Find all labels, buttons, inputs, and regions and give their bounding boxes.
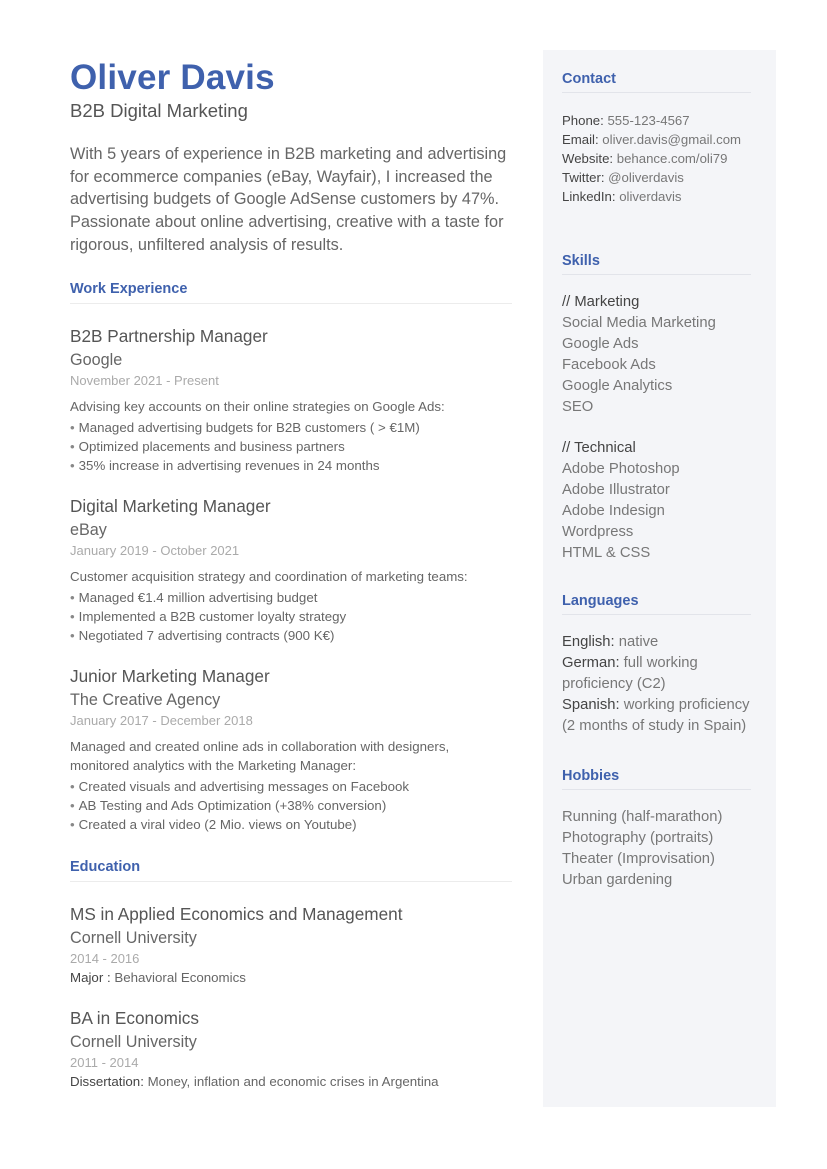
contact-twitter	[562, 168, 757, 187]
sidebar	[543, 50, 776, 1107]
job-company: eBay	[70, 520, 107, 539]
job-entry	[70, 665, 512, 834]
skills-list	[562, 292, 757, 564]
job-title: Digital Marketing Manager	[70, 495, 271, 516]
contact-value: oliverdavis	[615, 189, 682, 204]
job-bullet: • Optimized placements and business partners	[70, 437, 512, 456]
section-title-skills: Skills	[562, 252, 751, 275]
job-dates: January 2017 - December 2018	[70, 712, 253, 728]
contact-value: @oliverdavis	[604, 170, 684, 185]
contact-label: Website:	[562, 151, 614, 166]
job-bullet: • Negotiated 7 advertising contracts (900 K€)	[70, 626, 512, 645]
job-bullets	[70, 588, 512, 645]
language-label: Spanish:	[562, 697, 620, 713]
education-detail-label: Dissertation:	[70, 1073, 144, 1089]
contact-email	[562, 130, 757, 149]
contact-label: Email:	[562, 132, 599, 147]
hobbies-list	[562, 807, 757, 891]
language-item	[562, 653, 757, 695]
job-dates: November 2021 - Present	[70, 372, 219, 388]
language-level: working proficiency (2 months of study in Spain)	[562, 697, 750, 734]
job-bullet: • Managed advertising budgets for B2B customers ( > €1M)	[70, 418, 512, 437]
skill-item: Wordpress	[562, 524, 634, 540]
job-title: B2B Partnership Manager	[70, 325, 268, 346]
contact-label: LinkedIn:	[562, 189, 616, 204]
job-bullets	[70, 418, 512, 475]
main-column	[70, 58, 512, 1091]
section-title-contact: Contact	[562, 70, 751, 93]
skill-item: Adobe Indesign	[562, 503, 665, 519]
language-item	[562, 695, 757, 737]
job-bullet: • Created visuals and advertising messages on Facebook	[70, 777, 512, 796]
job-description: Customer acquisition strategy and coordination of marketing teams:	[70, 568, 468, 584]
resume-name: Oliver Davis	[70, 58, 275, 97]
skill-item: Google Ads	[562, 336, 639, 352]
hobby-item: Urban gardening	[562, 872, 673, 888]
resume-role: B2B Digital Marketing	[70, 100, 248, 121]
skill-item: HTML & CSS	[562, 545, 651, 561]
education-degree: BA in Economics	[70, 1007, 199, 1028]
education-detail	[70, 968, 512, 987]
education-dates: 2014 - 2016	[70, 950, 140, 966]
job-description: Advising key accounts on their online strategies on Google Ads:	[70, 398, 445, 414]
job-company: Google	[70, 350, 123, 369]
education-detail-value: Behavioral Economics	[110, 969, 246, 985]
contact-website	[562, 149, 757, 168]
job-bullets	[70, 777, 512, 834]
language-label: English:	[562, 634, 615, 650]
section-title-work: Work Experience	[70, 280, 512, 304]
language-level: full working proficiency (C2)	[562, 655, 698, 692]
resume-summary: With 5 years of experience in B2B marketing and advertising for ecommerce companies (eBay, Wayfair), I increased the advertising budgets of Google AdSense customers by 47%. Passionate about online advertising, creative with a taste for rigorous, unfiltered analysis of results.	[70, 145, 507, 254]
language-level: native	[614, 634, 659, 650]
hobby-item: Running (half-marathon)	[562, 809, 723, 825]
education-school: Cornell University	[70, 1032, 197, 1051]
section-title-hobbies: Hobbies	[562, 767, 751, 790]
job-bullet: • Implemented a B2B customer loyalty strategy	[70, 607, 512, 626]
skill-item: Google Analytics	[562, 378, 673, 394]
contact-list	[562, 111, 757, 206]
job-entry	[70, 325, 512, 475]
contact-value: behance.com/oli79	[613, 151, 728, 166]
contact-value: oliver.davis@gmail.com	[598, 132, 742, 147]
job-company: The Creative Agency	[70, 690, 221, 709]
education-dates: 2011 - 2014	[70, 1054, 139, 1070]
job-dates: January 2019 - October 2021	[70, 542, 240, 558]
skill-group-title: // Marketing	[562, 294, 640, 310]
skill-item: Adobe Illustrator	[562, 482, 670, 498]
language-label: German:	[562, 655, 620, 671]
contact-value: 555-123-4567	[603, 113, 690, 128]
skill-item: Facebook Ads	[562, 357, 656, 373]
contact-phone	[562, 111, 757, 130]
skill-group-gap	[562, 418, 757, 438]
job-bullet: • Created a viral video (2 Mio. views on Youtube)	[70, 815, 512, 834]
job-description: Managed and created online ads in collaboration with designers, monitored analytics with the Marketing Manager:	[70, 738, 450, 773]
skill-group-title: // Technical	[562, 440, 636, 456]
education-entry	[70, 1007, 512, 1091]
hobby-item: Photography (portraits)	[562, 830, 714, 846]
hobby-item: Theater (Improvisation)	[562, 851, 715, 867]
job-bullet: • AB Testing and Ads Optimization (+38% conversion)	[70, 796, 512, 815]
languages-list	[562, 632, 757, 737]
skill-item: Adobe Photoshop	[562, 461, 680, 477]
job-title: Junior Marketing Manager	[70, 665, 270, 686]
skill-item: Social Media Marketing	[562, 315, 716, 331]
contact-linkedin	[562, 187, 757, 206]
contact-label: Twitter:	[562, 170, 605, 185]
education-entry	[70, 903, 512, 987]
language-item	[562, 632, 757, 653]
job-bullet: • 35% increase in advertising revenues in 24 months	[70, 456, 512, 475]
education-detail	[70, 1072, 512, 1091]
job-entry	[70, 495, 512, 645]
education-detail-value: Money, inflation and economic crises in Argentina	[143, 1073, 439, 1089]
education-degree: MS in Applied Economics and Management	[70, 903, 403, 924]
section-title-education: Education	[70, 858, 512, 882]
education-school: Cornell University	[70, 928, 197, 947]
job-bullet: • Managed €1.4 million advertising budget	[70, 588, 512, 607]
contact-label: Phone:	[562, 113, 604, 128]
section-title-languages: Languages	[562, 592, 751, 615]
education-detail-label: Major :	[70, 969, 111, 985]
skill-item: SEO	[562, 399, 594, 415]
